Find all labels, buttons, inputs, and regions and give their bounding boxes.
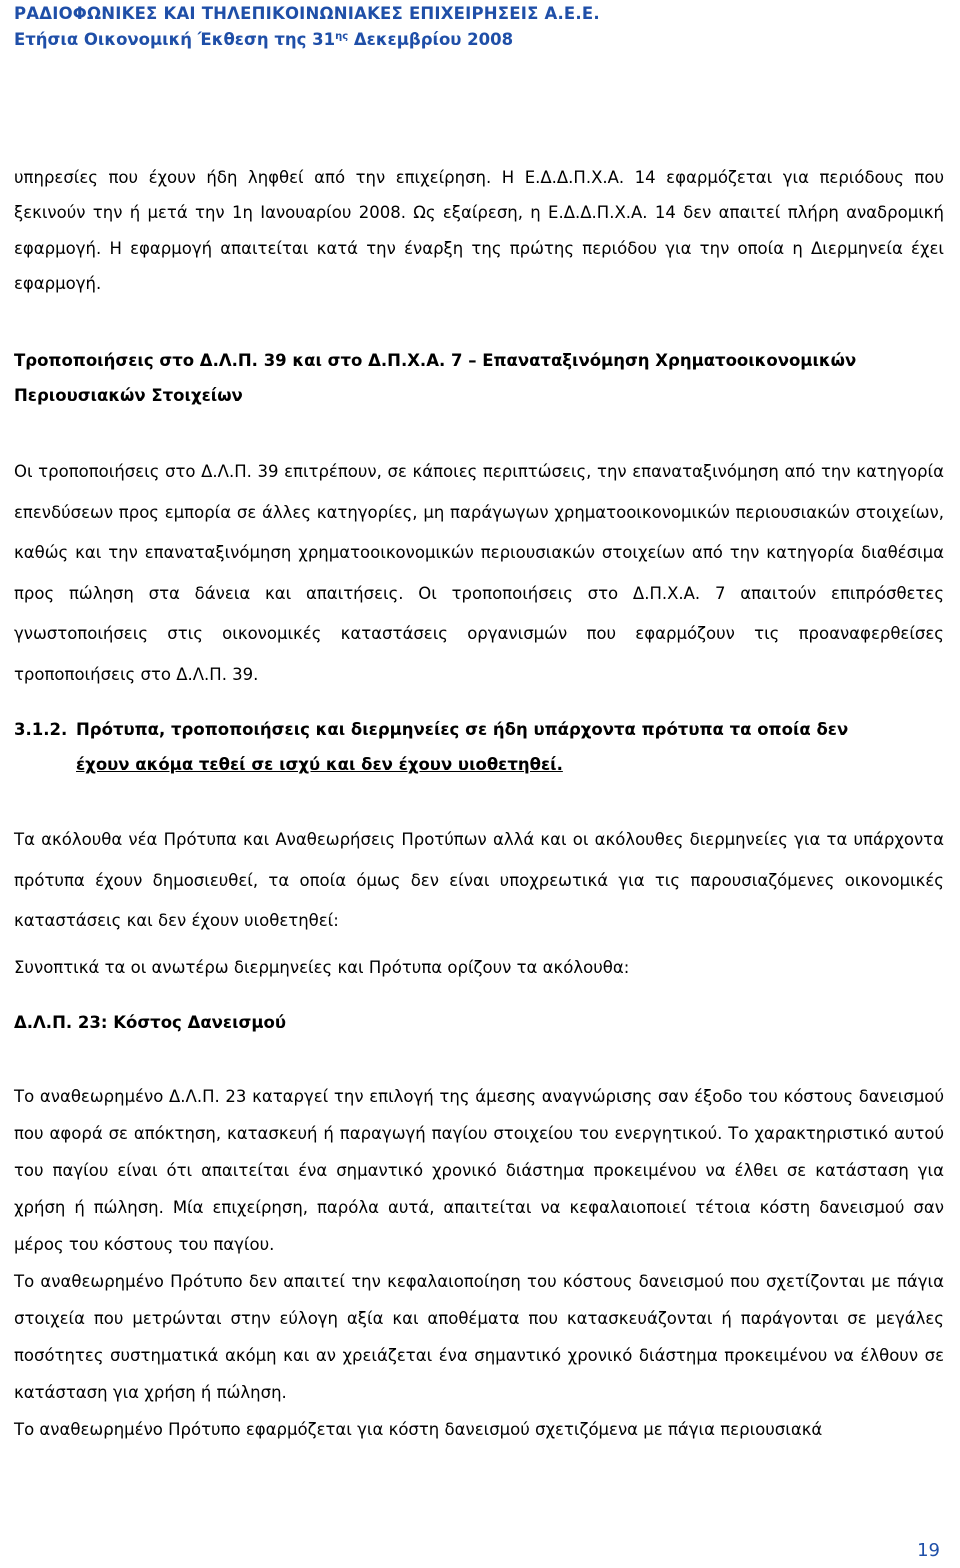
ias23-paragraph-1: Το αναθεωρημένο Δ.Λ.Π. 23 καταργεί την επιλογή της άμεσης αναγνώρισης σαν έξοδο του κόστους δανεισμού που αφορά σε απόκτηση, κατασκευή ή παραγωγή παγίου στοιχείου του ενεργητικού. Το χαρακτηριστικό αυτού του παγίου είναι ότι απαιτείται ένα σημαντικό χρονικό διάστημα προκειμένου να έλθει σε κατάσταση για χρήση ή πώληση. Μία επιχείρηση, παρόλα αυτά, απαιτείται να κεφαλαιοποιεί τέτοια κόστη δανεισμού σαν μέρος του κόστους του παγίου. <box>14 1087 944 1254</box>
intro-block <box>14 160 944 301</box>
new-standards-paragraph: Τα ακόλουθα νέα Πρότυπα και Αναθεωρήσεις Προτύπων αλλά και οι ακόλουθες διερμηνείες για τα υπάρχοντα πρότυπα έχουν δημοσιευθεί, τα οποία όμως δεν είναι υποχρεωτικά για τις παρουσιαζόμενες οικονομικές καταστάσεις και δεν έχουν υιοθετηθεί: <box>14 830 944 931</box>
ias23-paragraph-2: Το αναθεωρημένο Πρότυπο δεν απαιτεί την κεφαλαιοποίηση του κόστους δανεισμού που σχετίζονται με πάγια στοιχεία που μετρώνται στην εύλογη αξία και αποθέματα που κατασκευάζονται ή παράγονται σε μεγάλες ποσότητες συστηματικά ακόμη και αν χρειάζεται ένα σημαντικό χρονικό διάστημα προκειμένου να έλθουν σε κατάσταση για χρήση ή πώληση. <box>14 1272 944 1402</box>
section-title-line2: έχουν ακόμα τεθεί σε ισχύ και δεν έχουν υιοθετηθεί. <box>76 755 563 774</box>
company-name: ΡΑΔΙΟΦΩΝΙΚΕΣ ΚΑΙ ΤΗΛΕΠΙΚΟΙΝΩΝΙΑΚΕΣ ΕΠΙΧΕΙΡΗΣΕΙΣ Α.Ε.Ε. <box>14 4 600 23</box>
ias23-heading: Δ.Λ.Π. 23: Κόστος Δανεισμού <box>14 1013 286 1032</box>
section-title-line1: Πρότυπα, τροποποιήσεις και διερμηνείες σε ήδη υπάρχοντα πρότυπα τα οποία δεν <box>76 720 849 739</box>
amendments-text-block <box>14 452 944 696</box>
ordinal-suffix: ης <box>335 31 349 42</box>
ias23-paragraph-3: Το αναθεωρημένο Πρότυπο εφαρμόζεται για κόστη δανεισμού σχετιζόμενα με πάγια περιουσιακά <box>14 1420 823 1439</box>
summary-line: Συνοπτικά τα οι ανωτέρω διερμηνείες και Πρότυπα ορίζουν τα ακόλουθα: <box>14 958 630 977</box>
document-header <box>14 2 600 51</box>
amendments-block <box>14 343 944 413</box>
section-number: 3.1.2. <box>14 720 68 739</box>
ias23-heading-block <box>14 1005 944 1040</box>
page-number: 19 <box>917 1540 940 1561</box>
ias23-block <box>14 1078 944 1448</box>
summary-block <box>14 950 944 985</box>
new-standards-block <box>14 820 944 942</box>
section-heading <box>14 712 944 782</box>
intro-paragraph: υπηρεσίες που έχουν ήδη ληφθεί από την επιχείρηση. Η Ε.Δ.Δ.Π.Χ.Α. 14 εφαρμόζεται για περιόδους που ξεκινούν την ή μετά την 1η Ιανουαρίου 2008. Ως εξαίρεση, η Ε.Δ.Δ.Π.Χ.Α. 14 δεν απαιτεί πλήρη αναδρομική εφαρμογή. Η εφαρμογή απαιτείται κατά την έναρξη της πρώτης περιόδου για την οποία η Διερμηνεία έχει εφαρμογή. <box>14 168 944 293</box>
section-title <box>76 712 944 782</box>
amendments-heading: Τροποποιήσεις στο Δ.Λ.Π. 39 και στο Δ.Π.Χ.Α. 7 – Επαναταξινόμηση Χρηματοοικονομικών Περιουσιακών Στοιχείων <box>14 351 857 405</box>
report-title: Ετήσια Οικονομική Έκθεση της $31^{\eta\varsigma}$ Δεκεμβρίου 2008 <box>14 30 514 49</box>
amendments-paragraph: Οι τροποποιήσεις στο Δ.Λ.Π. 39 επιτρέπουν, σε κάποιες περιπτώσεις, την επαναταξινόμηση από την κατηγορία επενδύσεων προς εμπορία σε άλλες κατηγορίες, μη παράγωγων χρηματοοικονομικών περιουσιακών στοιχείων, καθώς και την επαναταξινόμηση χρηματοοικονομικών περιουσιακών στοιχείων από την κατηγορία διαθέσιμα προς πώληση στα δάνεια και απαιτήσεις. Οι τροποποιήσεις στο Δ.Π.Χ.Α. 7 απαιτούν επιπρόσθετες γνωστοποιήσεις στις οικονομικές καταστάσεις οργανισμών που εφαρμόζουν τις προαναφερθείσες τροποποιήσεις στο Δ.Λ.Π. 39. <box>14 462 944 684</box>
